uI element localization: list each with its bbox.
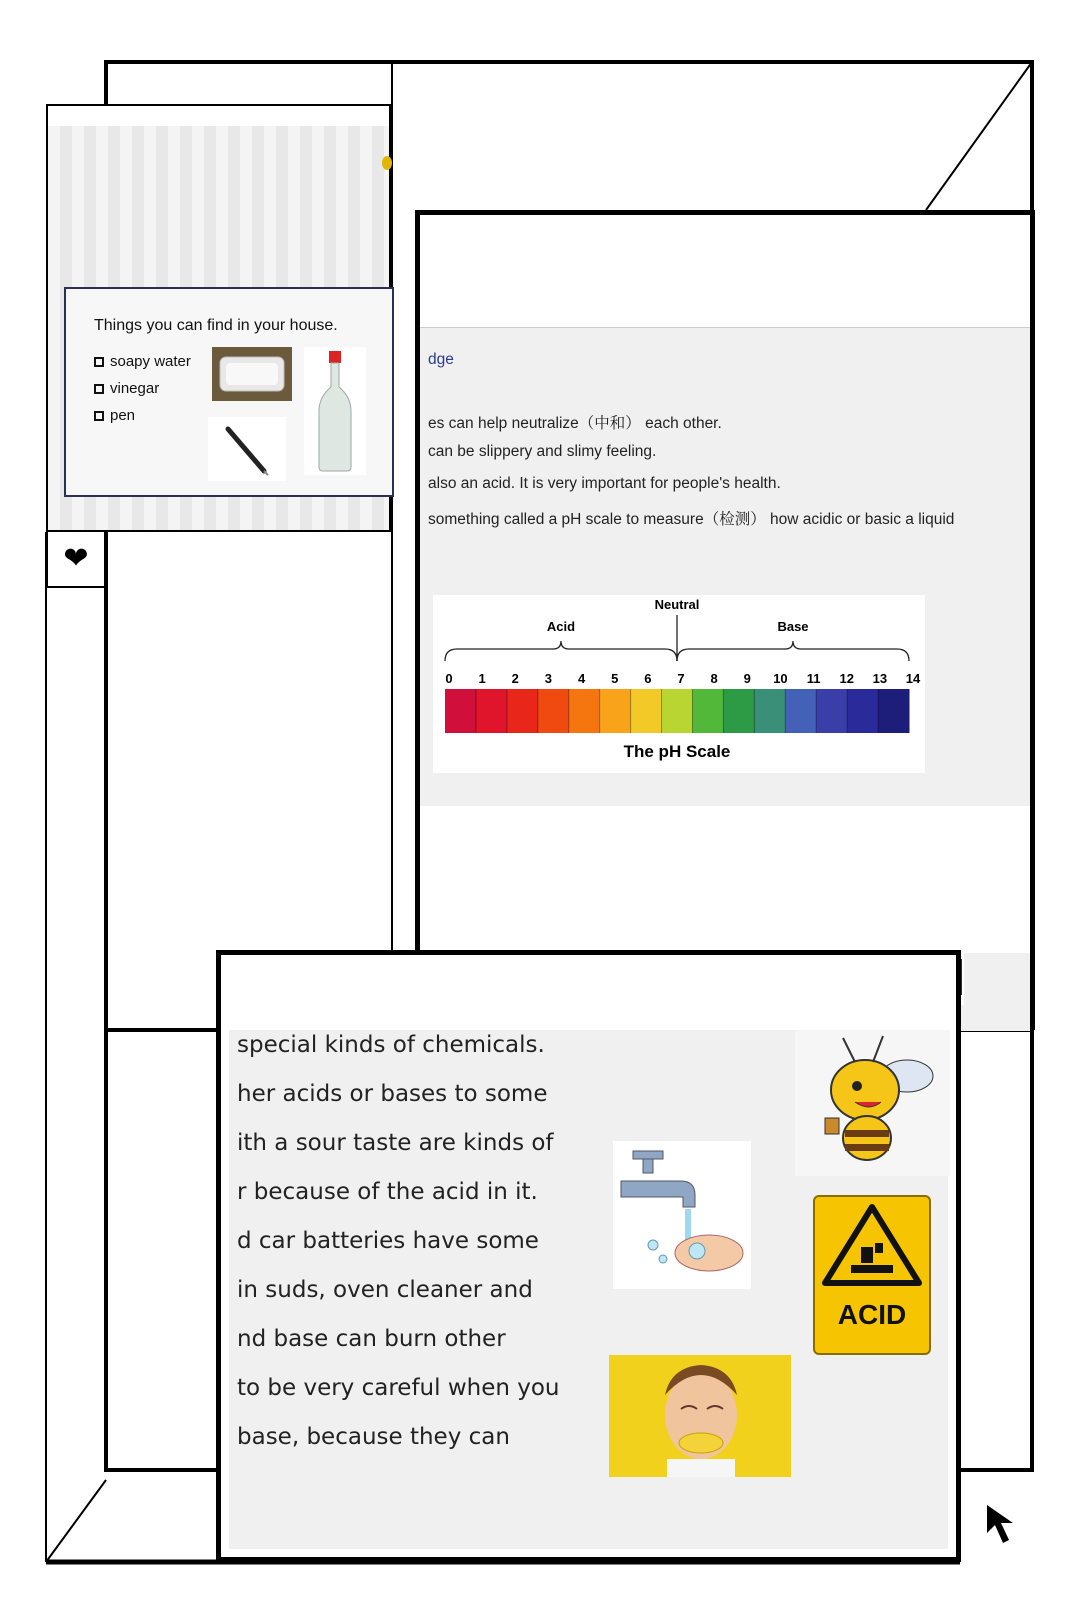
checkbox-label: soapy water — [110, 353, 191, 370]
ph-color-segment — [445, 689, 476, 733]
ph-tick-label: 5 — [611, 671, 619, 686]
card-title: Things you can find in your house. — [94, 317, 338, 334]
ph-color-segment — [569, 689, 600, 733]
text-line: also an acid. It is very important for people's health. — [428, 475, 781, 492]
ph-color-bar — [445, 689, 910, 733]
acid-label: Acid — [546, 619, 576, 634]
ph-tick-label: 3 — [544, 671, 553, 686]
ph-tick-label: 13 — [872, 671, 888, 686]
flower-icon — [382, 156, 392, 170]
reading-window — [216, 950, 961, 1562]
hazard-triangle-icon — [815, 1197, 929, 1297]
ph-color-segment — [847, 689, 878, 733]
checkbox-icon[interactable] — [94, 384, 104, 394]
panel-body — [48, 126, 389, 530]
ph-scale-figure — [433, 595, 925, 773]
text-line: es can help neutralize（中和） each other. — [428, 415, 722, 432]
mouse-cursor-icon — [985, 1503, 1025, 1552]
acid-warning-sign — [813, 1195, 931, 1355]
checkbox-label: vinegar — [110, 380, 160, 397]
knowledge-window — [415, 210, 1035, 1030]
reading-line: ith a sour taste are kinds of — [237, 1130, 554, 1156]
bee-cartoon-image — [795, 1030, 950, 1176]
ph-color-segment — [816, 689, 847, 733]
text-line: something called a pH scale to measure（检测） how acidic or basic a liquid — [428, 511, 955, 528]
ph-color-segment — [754, 689, 785, 733]
ph-tick-label: 9 — [743, 671, 751, 686]
checkbox-pen[interactable] — [94, 407, 135, 424]
ph-tick-label: 12 — [839, 671, 854, 686]
ph-tick-label: 6 — [644, 671, 652, 686]
acid-sign-label: ACID — [837, 1299, 907, 1330]
reading-line: r because of the acid in it. — [237, 1179, 538, 1205]
checkbox-vinegar[interactable] — [94, 380, 159, 397]
ph-scale-svg — [433, 595, 925, 773]
ph-color-segment — [692, 689, 723, 733]
ph-color-segment — [631, 689, 662, 733]
pen-image — [208, 417, 286, 481]
heart-icon[interactable]: ❤ — [63, 542, 89, 575]
reading-line: in suds, oven cleaner and — [237, 1277, 533, 1303]
ph-color-segment — [600, 689, 631, 733]
checkbox-icon[interactable] — [94, 357, 104, 367]
checkbox-icon[interactable] — [94, 411, 104, 421]
acid-brace — [445, 641, 677, 661]
ph-tick-label: 8 — [710, 671, 718, 686]
ph-tick-label: 14 — [905, 671, 921, 686]
ph-color-segment — [723, 689, 754, 733]
reading-line: special kinds of chemicals. — [237, 1032, 545, 1058]
reading-line: to be very careful when you — [237, 1375, 560, 1401]
ph-tick-label: 2 — [511, 671, 519, 686]
ph-color-segment — [538, 689, 569, 733]
ph-color-segment — [785, 689, 816, 733]
ph-scale-title: The pH Scale — [623, 742, 731, 761]
ph-tick-label: 7 — [677, 671, 685, 686]
ph-tick-labels — [445, 671, 921, 686]
checkbox-soapy-water[interactable] — [94, 353, 191, 370]
ph-color-segment — [662, 689, 693, 733]
vinegar-bottle-image — [304, 347, 366, 475]
panel-title-strip — [48, 106, 389, 127]
neutral-label: Neutral — [654, 597, 700, 612]
ph-tick-label: 4 — [577, 671, 586, 686]
house-items-panel — [46, 104, 391, 532]
reading-line: d car batteries have some — [237, 1228, 539, 1254]
reading-line: nd base can burn other — [237, 1326, 506, 1352]
base-label: Base — [777, 619, 809, 634]
soap-dish-image — [212, 347, 292, 401]
reading-line: her acids or bases to some — [237, 1081, 548, 1107]
section-heading: dge — [428, 351, 454, 368]
ph-color-segment — [878, 689, 909, 733]
ph-color-segment — [507, 689, 538, 733]
reading-content — [229, 1030, 948, 1549]
ph-tick-label: 1 — [478, 671, 486, 686]
ph-tick-label: 0 — [445, 671, 453, 686]
house-items-card — [64, 287, 394, 497]
base-brace — [677, 641, 909, 661]
checkbox-label: pen — [110, 407, 136, 424]
faucet-handwash-image — [613, 1141, 751, 1289]
ph-tick-label: 11 — [806, 671, 821, 686]
reading-line: base, because they can — [237, 1424, 510, 1450]
text-line: can be slippery and slimy feeling. — [428, 443, 657, 460]
boy-eating-lemon-image — [609, 1355, 791, 1477]
ph-color-segment — [476, 689, 507, 733]
ph-tick-label: 10 — [773, 671, 788, 686]
favorite-tab[interactable] — [46, 532, 106, 588]
